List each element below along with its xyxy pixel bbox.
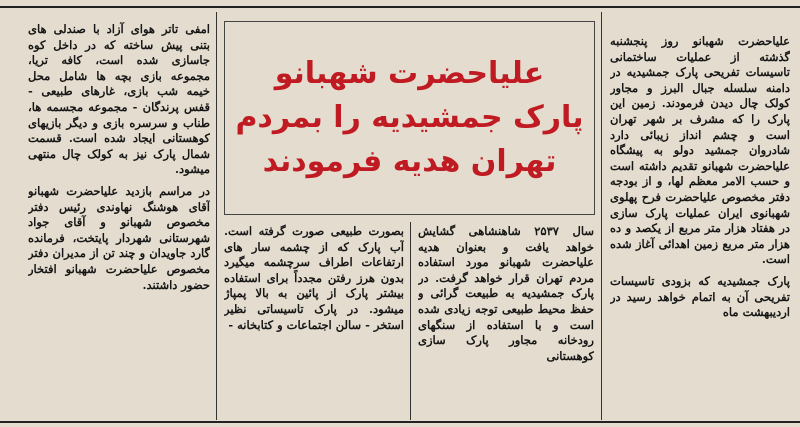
paragraph: بصورت طبیعی صورت گرفته است. آب پارک که از چشمه سار های ارتفاعات اطراف سرچشمه میگیرد بدون هرز رفتن مجدداً برای استفاده بیشتر پارک از پائین به بالا پمپاژ میشود. در پارک تاسیساتی نظیر استخر - سالن اجتماعات و کتابخانه -: [224, 224, 404, 332]
column-center-right: [418, 224, 594, 420]
paragraph: در مراسم بازدید علیاحضرت شهبانو آقای هوشنگ نهاوندی رئیس دفتر مخصوص شهبانو و آقای جواد شهرستانی شهردار پایتخت، فرمانده گارد جاویدان و چند تن از مدیران دفتر مخصوص علیاحضرت شهبانو افتخار حضور داشتند.: [28, 183, 210, 292]
column-left: [28, 22, 210, 420]
bottom-rule: [0, 421, 800, 423]
paragraph: سال ۲۵۳۷ شاهنشاهی گشایش خواهد یافت و بعنوان هدیه علیاحضرت شهبانو مورد استفاده مردم تهران قرار خواهد گرفت. در پارک جمشیدیه به طبیعت گرائی و حفظ محیط طبیعی توجه زیادی شده است و با استفاده از سنگهای رودخانه مجاور پارک سازی کوهستانی: [418, 224, 594, 363]
top-rule: [0, 6, 800, 8]
headline-line-2: پارک جمشیدیه را بمردم: [235, 100, 584, 135]
headline-line-1: علیاحضرت شهبانو: [274, 56, 545, 91]
headline-line-3: تهران هدیه فرمودند: [262, 144, 557, 179]
headline-box: [224, 21, 595, 215]
column-divider: [410, 222, 411, 420]
paragraph: امفی تاتر هوای آزاد با صندلی های بتنی پیش ساخته که در داخل کوه جاسازی شده است، کافه تریا، مجموعه بازی بچه ها شامل محل خیمه شب بازی، غارهای طبیعی - قفس پرندگان - مجموعه مجسمه ها، طناب و سرسره بازی و دیگر بازیهای کوهستانی ایجاد شده است. قسمت شمال پارک نیز به کولک چال منتهی میشود.: [28, 22, 210, 177]
column-center-left: [224, 224, 404, 420]
column-divider: [216, 12, 217, 420]
column-divider: [601, 12, 602, 420]
paragraph: علیاحضرت شهبانو روز پنجشنبه گذشته از عملیات ساختمانی تاسیسات تفریحی پارک جمشیدیه در دامنه سلسله جبال البرز و مجاور کولک چال دیدن فرمودند. زمین این پارک را که مشرف بر شهر تهران است و چشم انداز زیبائی دارد شادروان جمشید دولو به پیشگاه علیاحضرت شهبانو تقدیم داشته است و حسب الامر معظم لها، و از بودجه دفتر مخصوص علیاحضرت فرح پهلوی شهبانوی ایران عملیات پارک سازی در هفتاد هزار متر مربع از یکصد و ده هزار متر مربع زمین اهدائی آغاز شده است.: [610, 34, 790, 267]
column-right: [610, 34, 790, 420]
paragraph: پارک جمشیدیه که بزودی تاسیسات تفریحی آن به اتمام خواهد رسید در اردیبهشت ماه: [610, 273, 790, 320]
